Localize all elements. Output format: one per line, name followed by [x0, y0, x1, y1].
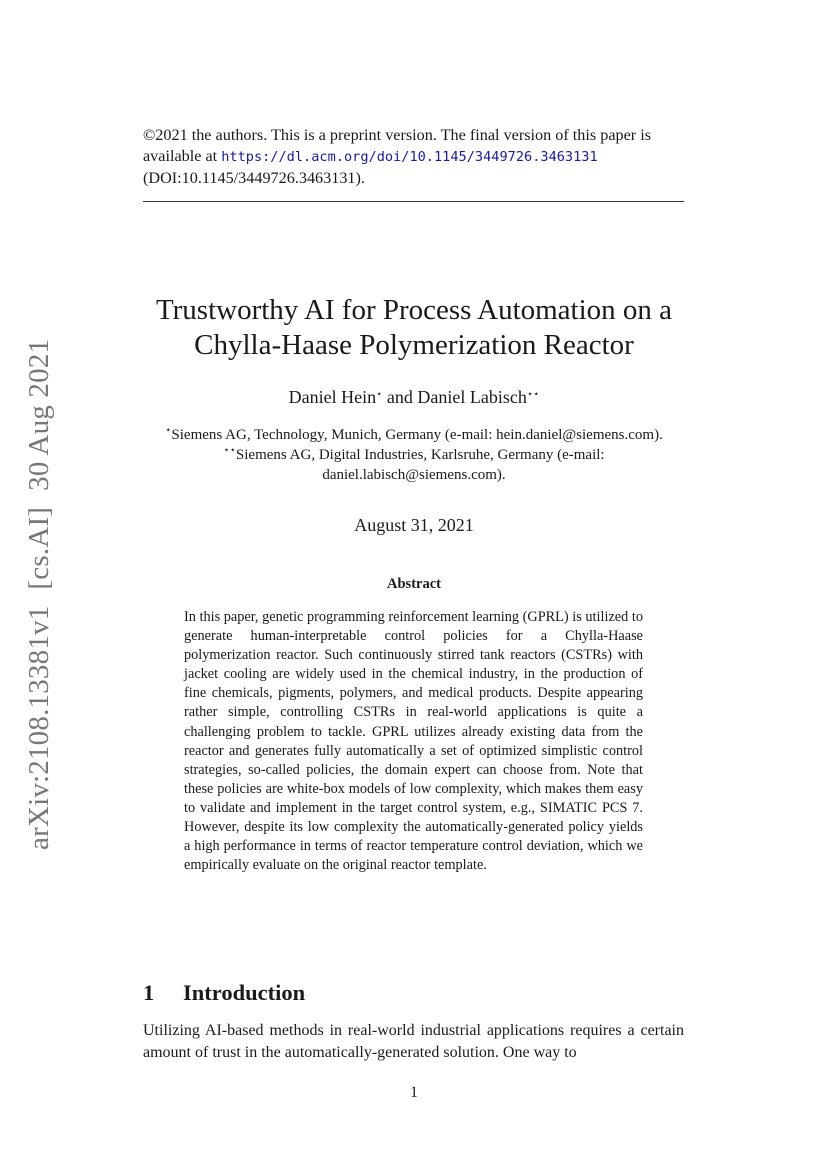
section-title: Introduction: [183, 980, 306, 1005]
page-number: 1: [410, 1084, 418, 1101]
section-number: 1: [143, 980, 155, 1005]
arxiv-id: arXiv:2108.13381v1: [23, 605, 55, 850]
author-mark: ⋆⋆: [526, 389, 540, 400]
paper-title: [110, 293, 718, 363]
title-line-1: Trustworthy AI for Process Automation on a: [155, 294, 673, 326]
arxiv-date: 30 Aug 2021: [23, 338, 55, 491]
affiliation-line: daniel.labisch@siemens.com).: [322, 467, 506, 483]
publication-date: August 31, 2021: [354, 515, 474, 535]
author-name: Daniel Hein: [288, 387, 377, 407]
notice-doi: (DOI:10.1145/3449726.3463131).: [143, 169, 365, 187]
author-list: [110, 385, 718, 409]
title-line-2: Chylla-Haase Polymerization Reactor: [194, 329, 634, 361]
section-paragraph: Utilizing AI-based methods in real-world industrial applications requires a certain amount of trust in the automatically-generated solution. One way to: [143, 1022, 684, 1061]
abstract-text: In this paper, genetic programming reinforcement learning (GPRL) is utilized to generate human-interpretable control policies for a Chylla-Haase polymerization reactor. Such continuously stirred tank reactors (CSTRs) with jacket cooling are widely used in the chemical industry, in the production of fine chemicals, pigments, polymers, and medical products. Despite appearing rather simple, controlling CSTRs in real-world applications is quite a challenging problem to tackle. GPRL utilizes already existing data from the reactor and generates fully automatically a set of optimized simplistic control strategies, so-called policies, the domain expert can choose from. Note that these policies are white-box models of low complexity, which makes them easy to validate and implement in the target control system, e.g., SIMATIC PCS 7. However, despite its low complexity the automatically-generated policy yields a high performance in terms of reactor temperature control deviation, which we empirically evaluate on the original reactor template.: [184, 609, 643, 874]
abstract-heading: Abstract: [387, 576, 441, 592]
author-name: Daniel Labisch: [417, 387, 527, 407]
author-connector: and: [386, 387, 413, 407]
affiliation-mark: ⋆: [165, 425, 172, 436]
notice-divider: [143, 201, 684, 202]
notice-text: ©2021 the authors. This is a preprint version. The final version of this paper is available at: [143, 126, 652, 165]
author-mark: ⋆: [376, 389, 383, 400]
affiliation-line: ⋆⋆Siemens AG, Digital Industries, Karlsruhe, Germany (e-mail:: [223, 445, 605, 463]
affiliation-mark: ⋆⋆: [223, 445, 236, 456]
arxiv-category: [cs.AI]: [23, 506, 55, 590]
arxiv-identifier-stamp: [22, 330, 56, 850]
section-heading: [143, 978, 688, 1008]
affiliation-line: ⋆Siemens AG, Technology, Munich, Germany (e-mail: hein.daniel@siemens.com).: [165, 425, 663, 443]
doi-link[interactable]: https://dl.acm.org/doi/10.1145/3449726.3463131: [221, 149, 598, 165]
copyright-notice: [143, 125, 688, 189]
affiliations: [130, 425, 698, 485]
